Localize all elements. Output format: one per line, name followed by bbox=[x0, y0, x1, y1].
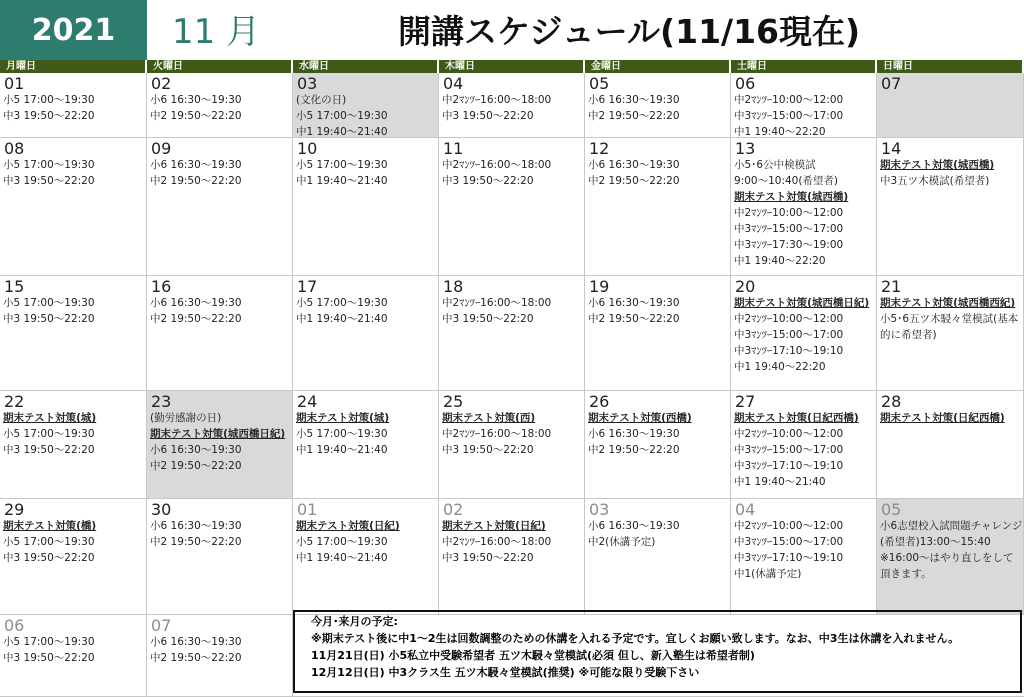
calendar-week bbox=[0, 73, 1024, 138]
day-number: 25 bbox=[443, 392, 464, 411]
schedule-entry: 中2ﾏﾝﾂｰ10:00〜12:00 bbox=[734, 94, 844, 106]
day-number: 07 bbox=[881, 74, 902, 93]
event-highlight: 期末テスト対策(城西橋) bbox=[880, 159, 995, 171]
schedule-entry: 中1 19:40〜21:40 bbox=[296, 444, 388, 456]
schedule-entry: 小5 17:00〜19:30 bbox=[296, 159, 388, 171]
calendar-day-cell bbox=[293, 138, 439, 275]
day-number: 24 bbox=[297, 392, 318, 411]
schedule-entry: 9:00〜10:40(希望者) bbox=[734, 175, 839, 187]
day-number: 21 bbox=[881, 277, 902, 296]
calendar-week bbox=[0, 138, 1024, 276]
month-label: 11 月 bbox=[172, 12, 261, 52]
day-number: 07 bbox=[151, 616, 172, 635]
calendar-week bbox=[0, 276, 1024, 391]
day-number: 17 bbox=[297, 277, 318, 296]
schedule-entry: 中1 19:40〜21:40 bbox=[734, 476, 826, 488]
schedule-entry: 小6 16:30〜19:30 bbox=[150, 159, 242, 171]
schedule-entry: 小5 17:00〜19:30 bbox=[296, 110, 388, 122]
day-number: 05 bbox=[881, 500, 902, 519]
schedule-entry: 中1 19:40〜22:20 bbox=[734, 361, 826, 373]
day-number: 01 bbox=[4, 74, 25, 93]
schedule-entry: 小6志望校入試問題チャレンジ(希望者)13:00〜15:40 bbox=[880, 520, 1023, 548]
event-highlight: 期末テスト対策(城西橋西紀) bbox=[880, 297, 1016, 309]
schedule-entry: 中3ﾏﾝﾂｰ17:10〜19:10 bbox=[734, 552, 844, 564]
calendar-day-cell bbox=[293, 73, 439, 137]
weekday-label: 日曜日 bbox=[877, 60, 1024, 73]
schedule-entry: 小5 17:00〜19:30 bbox=[3, 636, 95, 648]
calendar-day-cell bbox=[0, 73, 147, 137]
day-number: 14 bbox=[881, 139, 902, 158]
schedule-entry: 中1 19:40〜21:40 bbox=[296, 126, 388, 137]
schedule-entry: 中2 19:50〜22:20 bbox=[150, 652, 242, 664]
calendar-day-cell bbox=[293, 499, 439, 614]
calendar-day-cell bbox=[0, 138, 147, 275]
schedule-entry: (勤労感謝の日) bbox=[150, 412, 222, 424]
event-highlight: 期末テスト対策(城) bbox=[296, 412, 390, 424]
schedule-entry: 中2ﾏﾝﾂｰ16:00〜18:00 bbox=[442, 159, 552, 171]
schedule-entry: 小6 16:30〜19:30 bbox=[588, 520, 680, 532]
calendar-day-cell bbox=[877, 138, 1024, 275]
weekday-header bbox=[0, 60, 1024, 73]
schedule-entry: 小6 16:30〜19:30 bbox=[150, 520, 242, 532]
schedule-entry: 小6 16:30〜19:30 bbox=[150, 94, 242, 106]
calendar-day-cell bbox=[731, 499, 877, 614]
event-highlight: 期末テスト対策(城西橋) bbox=[734, 191, 849, 203]
schedule-entry: 中3ﾏﾝﾂｰ15:00〜17:00 bbox=[734, 110, 844, 122]
schedule-entry: 中3ﾏﾝﾂｰ15:00〜17:00 bbox=[734, 444, 844, 456]
calendar-day-cell bbox=[293, 391, 439, 498]
calendar-day-cell bbox=[293, 276, 439, 390]
event-highlight: 期末テスト対策(城) bbox=[3, 412, 97, 424]
schedule-entry: 小6 16:30〜19:30 bbox=[588, 94, 680, 106]
day-number: 02 bbox=[443, 500, 464, 519]
schedule-entry: 中3 19:50〜22:20 bbox=[3, 444, 95, 456]
calendar-day-cell bbox=[439, 499, 585, 614]
schedule-entry: 小6 16:30〜19:30 bbox=[150, 636, 242, 648]
calendar-day-cell bbox=[147, 615, 293, 696]
schedule-entry: 中3 19:50〜22:20 bbox=[3, 313, 95, 325]
schedule-entry: 中2 19:50〜22:20 bbox=[588, 444, 680, 456]
day-number: 03 bbox=[589, 500, 610, 519]
schedule-entry: 中1 19:40〜21:40 bbox=[296, 313, 388, 325]
day-number: 26 bbox=[589, 392, 610, 411]
day-number: 29 bbox=[4, 500, 25, 519]
event-highlight: 期末テスト対策(西橋) bbox=[588, 412, 692, 424]
calendar-day-cell bbox=[147, 138, 293, 275]
weekday-label: 木曜日 bbox=[439, 60, 585, 73]
day-number: 18 bbox=[443, 277, 464, 296]
event-highlight: 期末テスト対策(西) bbox=[442, 412, 536, 424]
day-number: 05 bbox=[589, 74, 610, 93]
day-number: 19 bbox=[589, 277, 610, 296]
schedule-entry: 中2 19:50〜22:20 bbox=[588, 175, 680, 187]
day-number: 04 bbox=[735, 500, 756, 519]
notes-title: 今月･来月の予定: bbox=[311, 615, 398, 628]
calendar-day-cell bbox=[147, 276, 293, 390]
event-highlight: 期末テスト対策(橋) bbox=[3, 520, 97, 532]
schedule-entry: 小5 17:00〜19:30 bbox=[296, 297, 388, 309]
schedule-entry: 中3 19:50〜22:20 bbox=[442, 444, 534, 456]
calendar-day-cell bbox=[731, 73, 877, 137]
calendar-week bbox=[0, 391, 1024, 499]
day-number: 04 bbox=[443, 74, 464, 93]
schedule-entry: 小5 17:00〜19:30 bbox=[3, 94, 95, 106]
schedule-entry: 中3ﾏﾝﾂｰ15:00〜17:00 bbox=[734, 536, 844, 548]
event-highlight: 期末テスト対策(日紀) bbox=[296, 520, 400, 532]
calendar-day-cell bbox=[439, 73, 585, 137]
calendar-day-cell bbox=[147, 499, 293, 614]
day-number: 20 bbox=[735, 277, 756, 296]
day-number: 27 bbox=[735, 392, 756, 411]
schedule-entry: 中3ﾏﾝﾂｰ17:30〜19:00 bbox=[734, 239, 844, 251]
weekday-label: 金曜日 bbox=[585, 60, 731, 73]
calendar-day-cell bbox=[585, 391, 731, 498]
schedule-entry: 中1 19:40〜22:20 bbox=[734, 255, 826, 267]
calendar-day-cell bbox=[147, 73, 293, 137]
calendar-day-cell bbox=[731, 276, 877, 390]
schedule-entry: ※16:00〜はやり直しをして頂きます。 bbox=[880, 552, 1014, 580]
day-number: 08 bbox=[4, 139, 25, 158]
day-number: 30 bbox=[151, 500, 172, 519]
schedule-entry: 中1 19:40〜21:40 bbox=[296, 175, 388, 187]
calendar-day-cell bbox=[585, 138, 731, 275]
notes-line: 11月21日(日) 小5私立中受験希望者 五ツ木駸々堂模試(必須 但し、新入塾生は希望者制) bbox=[311, 649, 755, 662]
calendar-day-cell bbox=[877, 391, 1024, 498]
schedule-entry: 中2ﾏﾝﾂｰ10:00〜12:00 bbox=[734, 313, 844, 325]
calendar-day-cell bbox=[731, 138, 877, 275]
schedule-entry: 小5 17:00〜19:30 bbox=[3, 159, 95, 171]
schedule-entry: 小6 16:30〜19:30 bbox=[588, 159, 680, 171]
upcoming-notes bbox=[293, 610, 1022, 693]
schedule-entry: 小5･6五ツ木駸々堂模試(基本的に希望者) bbox=[880, 313, 1019, 341]
schedule-entry: 小5 17:00〜19:30 bbox=[3, 536, 95, 548]
schedule-entry: 中2(休講予定) bbox=[588, 536, 656, 548]
schedule-entry: 中2 19:50〜22:20 bbox=[588, 110, 680, 122]
calendar-day-cell bbox=[439, 391, 585, 498]
schedule-entry: 中3 19:50〜22:20 bbox=[3, 110, 95, 122]
event-highlight: 期末テスト対策(日紀西橋) bbox=[734, 412, 859, 424]
day-number: 15 bbox=[4, 277, 25, 296]
day-number: 02 bbox=[151, 74, 172, 93]
schedule-entry: 中1 19:40〜22:20 bbox=[734, 126, 826, 137]
schedule-entry: 中2 19:50〜22:20 bbox=[150, 175, 242, 187]
calendar-day-cell bbox=[439, 138, 585, 275]
calendar-day-cell bbox=[585, 499, 731, 614]
calendar-day-cell bbox=[147, 391, 293, 498]
schedule-entry: 中3 19:50〜22:20 bbox=[3, 552, 95, 564]
day-number: 13 bbox=[735, 139, 756, 158]
event-highlight: 期末テスト対策(城西橋日紀) bbox=[734, 297, 870, 309]
calendar-day-cell bbox=[585, 73, 731, 137]
notes-line: ※期末テスト後に中1〜2生は回数調整のための休講を入れる予定です。宜しくお願い致します。なお、中3生は休講を入れません。 bbox=[311, 632, 960, 645]
calendar-day-cell bbox=[877, 499, 1024, 614]
day-number: 11 bbox=[443, 139, 464, 158]
schedule-entry: (文化の日) bbox=[296, 94, 347, 106]
schedule-entry: 小6 16:30〜19:30 bbox=[588, 297, 680, 309]
schedule-entry: 中3ﾏﾝﾂｰ17:10〜19:10 bbox=[734, 460, 844, 472]
schedule-entry: 中2ﾏﾝﾂｰ10:00〜12:00 bbox=[734, 520, 844, 532]
day-number: 16 bbox=[151, 277, 172, 296]
day-number: 06 bbox=[735, 74, 756, 93]
calendar-day-cell bbox=[0, 499, 147, 614]
schedule-entry: 中1 19:40〜21:40 bbox=[296, 552, 388, 564]
schedule-entry: 中3 19:50〜22:20 bbox=[442, 313, 534, 325]
calendar-day-cell bbox=[439, 276, 585, 390]
day-number: 28 bbox=[881, 392, 902, 411]
schedule-entry: 中2 19:50〜22:20 bbox=[150, 536, 242, 548]
schedule-entry: 中2 19:50〜22:20 bbox=[150, 313, 242, 325]
calendar-day-cell bbox=[877, 276, 1024, 390]
schedule-entry: 小6 16:30〜19:30 bbox=[150, 444, 242, 456]
calendar-week bbox=[0, 499, 1024, 615]
schedule-entry: 中3五ツ木模試(希望者) bbox=[880, 175, 990, 187]
calendar-day-cell bbox=[877, 73, 1024, 137]
calendar-day-cell bbox=[585, 276, 731, 390]
schedule-entry: 中3 19:50〜22:20 bbox=[442, 175, 534, 187]
schedule-entry: 小6 16:30〜19:30 bbox=[588, 428, 680, 440]
schedule-entry: 中2 19:50〜22:20 bbox=[150, 460, 242, 472]
schedule-entry: 中3 19:50〜22:20 bbox=[442, 110, 534, 122]
page-title: 開講スケジュール(11/16現在) bbox=[398, 12, 861, 51]
schedule-entry: 中1(休講予定) bbox=[734, 568, 802, 580]
year-badge: 2021 bbox=[0, 0, 147, 60]
day-number: 22 bbox=[4, 392, 25, 411]
calendar-grid bbox=[0, 73, 1024, 697]
day-number: 23 bbox=[151, 392, 172, 411]
schedule-entry: 小5･6公中検模試 bbox=[734, 159, 816, 171]
schedule-entry: 中3 19:50〜22:20 bbox=[3, 175, 95, 187]
schedule-entry: 小5 17:00〜19:30 bbox=[3, 297, 95, 309]
weekday-label: 火曜日 bbox=[147, 60, 293, 73]
calendar-day-cell bbox=[0, 391, 147, 498]
schedule-entry: 中3ﾏﾝﾂｰ17:10〜19:10 bbox=[734, 345, 844, 357]
weekday-label: 水曜日 bbox=[293, 60, 439, 73]
schedule-entry: 小6 16:30〜19:30 bbox=[150, 297, 242, 309]
schedule-entry: 中2 19:50〜22:20 bbox=[588, 313, 680, 325]
schedule-entry: 中2ﾏﾝﾂｰ16:00〜18:00 bbox=[442, 297, 552, 309]
schedule-entry: 中2ﾏﾝﾂｰ16:00〜18:00 bbox=[442, 428, 552, 440]
day-number: 09 bbox=[151, 139, 172, 158]
schedule-entry: 中3ﾏﾝﾂｰ15:00〜17:00 bbox=[734, 329, 844, 341]
schedule-entry: 小5 17:00〜19:30 bbox=[296, 536, 388, 548]
day-number: 10 bbox=[297, 139, 318, 158]
schedule-entry: 中3 19:50〜22:20 bbox=[3, 652, 95, 664]
calendar-day-cell bbox=[731, 391, 877, 498]
day-number: 03 bbox=[297, 74, 318, 93]
schedule-entry: 中2ﾏﾝﾂｰ10:00〜12:00 bbox=[734, 207, 844, 219]
schedule-entry: 小5 17:00〜19:30 bbox=[296, 428, 388, 440]
schedule-entry: 中3ﾏﾝﾂｰ15:00〜17:00 bbox=[734, 223, 844, 235]
schedule-entry: 中2ﾏﾝﾂｰ16:00〜18:00 bbox=[442, 536, 552, 548]
schedule-entry: 中3 19:50〜22:20 bbox=[442, 552, 534, 564]
day-number: 12 bbox=[589, 139, 610, 158]
calendar-day-cell bbox=[0, 276, 147, 390]
calendar-day-cell bbox=[0, 615, 147, 696]
event-highlight: 期末テスト対策(日紀西橋) bbox=[880, 412, 1005, 424]
event-highlight: 期末テスト対策(城西橋日紀) bbox=[150, 428, 286, 440]
weekday-label: 月曜日 bbox=[0, 60, 147, 73]
notes-line: 12月12日(日) 中3クラス生 五ツ木駸々堂模試(推奨) ※可能な限り受験下さい bbox=[311, 666, 700, 679]
weekday-label: 土曜日 bbox=[731, 60, 877, 73]
schedule-entry: 小5 17:00〜19:30 bbox=[3, 428, 95, 440]
day-number: 06 bbox=[4, 616, 25, 635]
schedule-entry: 中2 19:50〜22:20 bbox=[150, 110, 242, 122]
schedule-entry: 中2ﾏﾝﾂｰ10:00〜12:00 bbox=[734, 428, 844, 440]
day-number: 01 bbox=[297, 500, 318, 519]
event-highlight: 期末テスト対策(日紀) bbox=[442, 520, 546, 532]
schedule-entry: 中2ﾏﾝﾂｰ16:00〜18:00 bbox=[442, 94, 552, 106]
